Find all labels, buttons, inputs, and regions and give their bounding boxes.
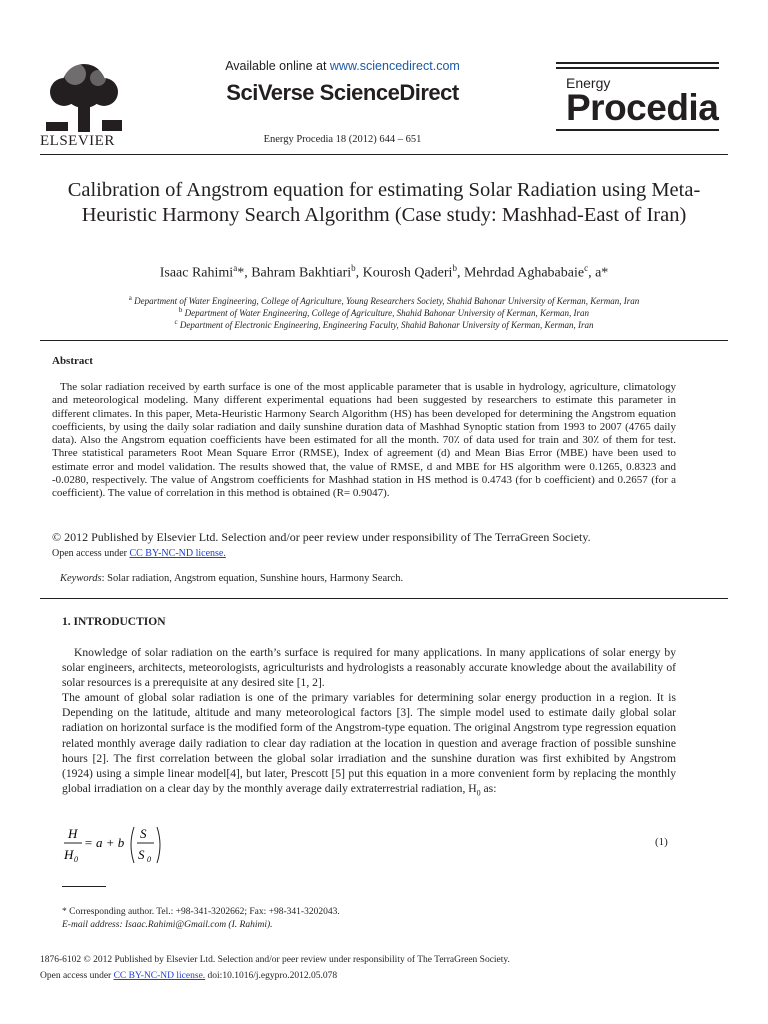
corresponding-author: * Corresponding author. Tel.: +98-341-3202662; Fax: +98-341-3202043. (62, 907, 340, 917)
logo-energy: Energy (566, 75, 611, 91)
logo-double-rule (556, 62, 719, 73)
logo-bottom-rule (556, 129, 719, 131)
license-link[interactable]: CC BY-NC-ND license. (129, 548, 226, 559)
affiliation-a (40, 294, 728, 306)
elsevier-wordmark: ELSEVIER (40, 133, 115, 149)
doi-text: doi:10.1016/j.egypro.2012.05.078 (205, 971, 338, 981)
journal-citation: Energy Procedia 18 (2012) 644 – 651 (263, 134, 422, 145)
equation-number: (1) (655, 836, 668, 848)
eq-numerator-h: H (68, 826, 78, 841)
paper-title: Calibration of Angstrom equation for estimating Solar Radiation using Meta-Heuristic Harmony Search Algorithm (Case study: Mashhad-East of Iran) (67, 179, 701, 226)
author-2-suffix: , (355, 265, 363, 281)
email-label: E-mail address (62, 919, 120, 930)
intro-heading: 1. INTRODUCTION (62, 616, 166, 628)
eq-denominator-s: S (138, 847, 145, 862)
affiliation-b (40, 306, 728, 318)
affiliation-b-text: Department of Water Engineering, College of Agriculture, Shahid Bahonar University of Kerman, Kerman, Iran (182, 308, 590, 318)
h0-subscript: 0 (476, 788, 481, 798)
keywords-line (60, 573, 403, 584)
logo-procedia: Procedia (566, 87, 719, 128)
author-1-sup: a (233, 263, 238, 273)
eq-denominator-s-sub: 0 (147, 855, 151, 864)
author-4-sup: c (584, 263, 589, 273)
author-list (40, 263, 728, 282)
energy-procedia-logo (556, 62, 719, 131)
angstrom-equation (62, 823, 202, 867)
footnote (62, 906, 340, 931)
eq-rhs: = a + b (84, 835, 125, 850)
intro-paragraph-1: Knowledge of solar radiation on the earth’s surface is required for many applications. In many applications of solar energy by solar engineers, architects, meteorologists, agriculturists and hydrologists a reasonably accurate knowledge about the availability of solar resources is a prerequisite at any desired site [1, 2]. (62, 646, 676, 690)
intro-paragraph-2-end: as: (480, 782, 497, 796)
sciencedirect-link[interactable]: www.sciencedirect.com (329, 59, 460, 73)
author-4: Mehrdad Aghababaie (463, 265, 585, 281)
eq-numerator-s: S (140, 826, 147, 841)
abstract-heading: Abstract (52, 355, 93, 367)
author-3: Kourosh Qaderi (362, 265, 453, 281)
open-access-prefix: Open access under (52, 548, 130, 559)
author-1-suffix: *, (237, 265, 252, 281)
affiliation-c-sup: c (174, 318, 178, 326)
doi-line (40, 971, 337, 981)
available-prefix: Available online at (225, 59, 330, 73)
author-2-sup: b (351, 263, 356, 273)
elsevier-tree-logo (40, 60, 130, 134)
footnote-rule (62, 886, 106, 887)
available-online (220, 59, 465, 73)
affiliation-a-sup: a (128, 294, 132, 302)
footer-oa-prefix: Open access under (40, 971, 114, 981)
header-rule (40, 154, 728, 155)
open-access-line (52, 548, 226, 559)
issn-line: 1876-6102 © 2012 Published by Elsevier Ltd. Selection and/or peer review under responsibility of The TerraGreen Society. (40, 955, 510, 965)
author-4-suffix: , a* (588, 265, 609, 281)
affiliation-c-text: Department of Electronic Engineering, Engineering Faculty, Shahid Bahonar University of Kerman, Kerman, Iran (177, 320, 594, 330)
keywords-label: Keywords (60, 573, 102, 584)
affiliation-a-text: Department of Water Engineering, College of Agriculture, Young Researchers Society, Shahid Bahonar University of Kerman, Kerman, Iran (131, 296, 640, 306)
author-3-sup: b (452, 263, 457, 273)
eq-right-paren (157, 827, 160, 863)
author-3-suffix: , (456, 265, 464, 281)
eq-denominator-sub: 0 (74, 855, 78, 864)
affiliation-b-sup: b (178, 306, 183, 314)
eq-denominator-h: H (64, 847, 74, 862)
footer-license-link[interactable]: CC BY-NC-ND license. (113, 971, 206, 981)
keywords-text: : Solar radiation, Angstrom equation, Sunshine hours, Harmony Search. (101, 573, 404, 584)
copyright-line: © 2012 Published by Elsevier Ltd. Selection and/or peer review under responsibility of The TerraGreen Society. (52, 530, 591, 544)
intro-paragraph-2 (62, 690, 676, 801)
sciverse-logo: SciVerse ScienceDirect (226, 80, 459, 105)
email-text: : Isaac.Rahimi@Gmail.com (I. Rahimi). (119, 919, 273, 930)
abstract-bottom-rule (40, 598, 728, 599)
author-1: Isaac Rahimi (159, 265, 234, 281)
eq-left-paren (131, 827, 134, 863)
abstract-top-rule (40, 340, 728, 341)
author-2: Bahram Bakhtiari (251, 265, 352, 281)
abstract-body: The solar radiation received by earth surface is one of the most applicable parameter that is usable in hydrology, agriculture, climatology and meteorological modeling. Many different experimental equations had been suggested by researchers to estimate this parameter in different climates. In this paper, Meta-Heuristic Harmony Search Algorithm (HS) has been developed for determining the Angstrom equation coefficients, by using the daily solar radiation and daily sunshine duration data of Mashhad Synoptic station from 1993 to 2007 (4765 daily data). Also the Angstrom equation coefficients have been estimated for all the month. 70٪ of data used for train and 30٪ of them for test. Three statistical parameters Root Mean Square Error (RMSE), Index of agreement (d) and Mean Bias Error (MBE) have been used to estimate error and model validation. The results showed that, the value of RMSE, d and MBE for HS algorithm were 0.1265, 0.8323 and -0.0280, respectively. The value of Angstrom coefficients for Mashhad station in HS method is 0.4743 (for b coefficient) and 0.2657 (for a coefficient). The value of correlation in this method is obtained (R= 0.9047). (52, 381, 676, 500)
intro-paragraph-2-text: The amount of global solar radiation is one of the primary variables for determining solar energy production in a region. It is Depending on the latitude, altitude and many meteorological factors [3]. The simple model used to estimate daily global solar radiation on horizontal surface is the modified form of the Angstrom-type equation. The original Angstrom type regression equation related monthly average daily radiation to clear day radiation at the location in question and average fraction of possible sunshine hours [2]. The first correlation between the global solar irradiation and the sunshine duration was first exhibited by Angstrom (1924) using a simple linear model[4], but later, Prescott [5] put this equation in a more convenient form by replacing the monthly global irradiation on a clear day by the monthly average daily extraterrestrial radiation, H (62, 691, 676, 796)
affiliation-c (40, 318, 728, 330)
email-line (62, 919, 340, 932)
